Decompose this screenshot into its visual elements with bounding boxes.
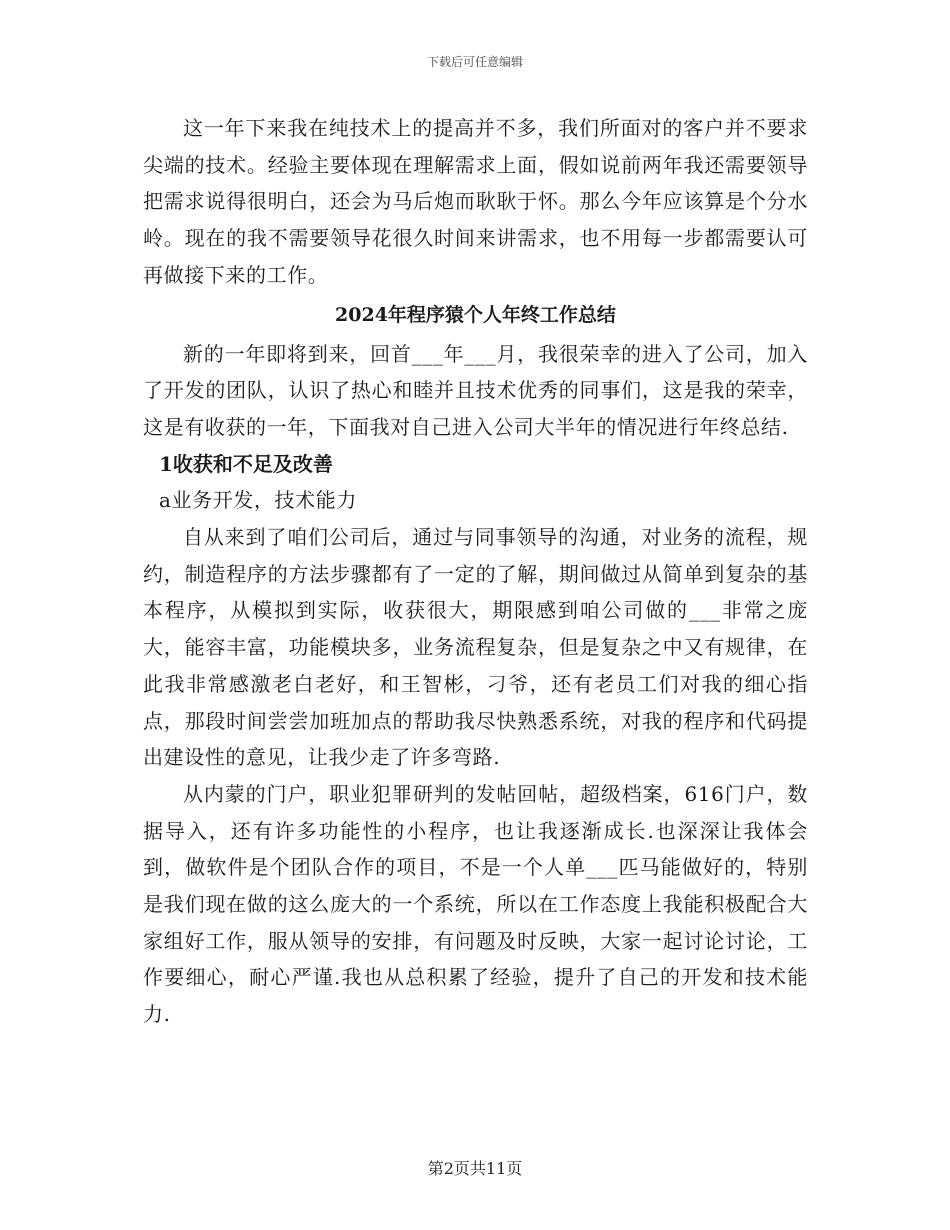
page-indicator: 第2页共11页: [427, 1159, 523, 1178]
header-note: 下载后可任意编辑: [426, 55, 523, 69]
intro-paragraph: 这一年下来我在纯技术上的提高并不多，我们所面对的客户并不要求尖端的技术。经验主要体现在理解需求上面，假如说前两年我还需要领导把需求说得很明白，还会为马后炮而耿耿于怀。那么今年应该算是个分水岭。现在的我不需要领导花很久时间来讲需求，也不用每一步都需要认可再做接下来的工作。: [143, 116, 808, 287]
section-1-heading: 1收获和不足及改善: [159, 451, 333, 476]
section-1a-heading: a业务开发，技术能力: [159, 488, 357, 513]
document-title: 2024年程序猿个人年终工作总结: [335, 303, 616, 326]
paragraph-3: 从内蒙的门户，职业犯罪研判的发帖回帖，超级档案，616门户，数据导入，还有许多功能性的小程序，也让我逐渐成长.也深深让我体会到，做软件是个团队合作的项目，不是一个人单___匹马能做好的，特别是我们现在做的这么庞大的一个系统，所以在工作态度上我能积极配合大家组好工作，服从领导的安排，有问题及时反映，大家一起讨论讨论，工作要细心，耐心严谨.我也从总积累了经验，提升了自己的开发和技术能力.: [143, 781, 808, 1027]
paragraph-2: 自从来到了咱们公司后，通过与同事领导的沟通，对业务的流程，规约，制造程序的方法步骤都有了一定的了解，期间做过从简单到复杂的基本程序，从模拟到实际，收获很大，期限感到咱公司做的___非常之庞大，能容丰富，功能模块多，业务流程复杂，但是复杂之中又有规律，在此我非常感激老白老好，和王智彬，刁爷，还有老员工们对我的细心指点，那段时间尝尝加班加点的帮助我尽快熟悉系统，对我的程序和代码提出建设性的意见，让我少走了许多弯路.: [143, 525, 808, 770]
paragraph-1: 新的一年即将到来，回首___年___月，我很荣幸的进入了公司，加入了开发的团队，认识了热心和睦并且技术优秀的同事们，这是我的荣幸，这是有收获的一年，下面我对自己进入公司大半年的情况进行年终总结.: [143, 341, 808, 439]
document-body: [143, 110, 808, 1033]
